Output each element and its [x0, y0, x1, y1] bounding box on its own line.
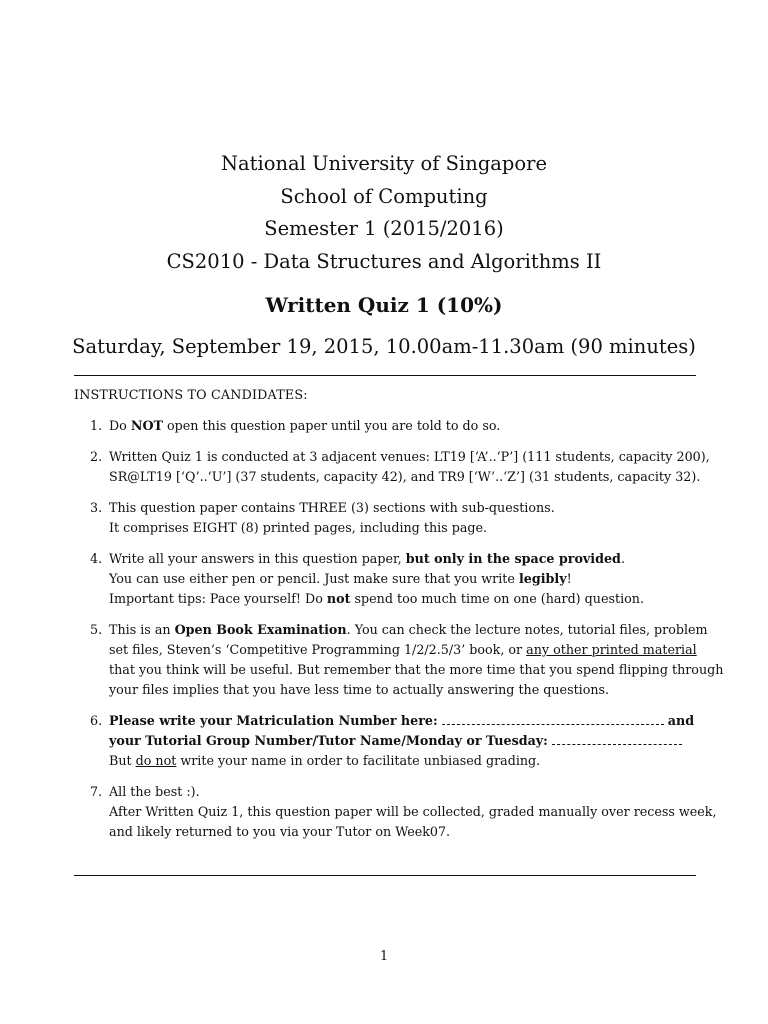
text: write your name in order to facilitate unbiased grading. — [176, 753, 541, 768]
tutorial-group-label: your Tutorial Group Number/Tutor Name/Monday or Tuesday: — [109, 733, 548, 748]
text: It comprises EIGHT (8) printed pages, including this page. — [109, 520, 488, 535]
tutorial-group-field[interactable] — [552, 731, 682, 745]
instructions-heading: INSTRUCTIONS TO CANDIDATES: — [74, 387, 308, 402]
underlined-text: any other printed material — [526, 642, 697, 657]
item-number: 6. — [90, 713, 103, 728]
emphasis: Open Book Examination — [174, 622, 347, 637]
school-name: School of Computing — [280, 184, 488, 208]
list-item — [74, 711, 696, 771]
matric-number-field[interactable] — [442, 711, 664, 725]
emphasis: NOT — [130, 418, 163, 433]
text: All the best :). — [109, 784, 200, 799]
list-item — [74, 416, 696, 436]
quiz-datetime: Saturday, September 19, 2015, 10.00am-11.30am (90 minutes) — [72, 335, 696, 358]
text: . You can check the lecture notes, tutorial files, problem — [346, 622, 708, 637]
semester: Semester 1 (2015/2016) — [264, 217, 504, 240]
list-item — [74, 498, 696, 538]
text: that you think will be useful. But remember that the more time that you spend flipping through — [109, 662, 724, 677]
text: open this question paper until you are told to do so. — [162, 418, 501, 433]
text: Written Quiz 1 is conducted at 3 adjacent venues: LT19 [‘A’..‘P’] (111 students, capacity 200), — [109, 449, 710, 464]
text: But — [109, 753, 136, 768]
text: After Written Quiz 1, this question paper will be collected, graded manually over recess week, — [109, 804, 717, 819]
instructions-list — [74, 416, 724, 853]
item-number: 2. — [90, 449, 103, 464]
item-number: 3. — [90, 500, 103, 515]
matric-label: Please write your Matriculation Number here: — [109, 713, 438, 728]
item-number: 4. — [90, 551, 103, 566]
text: spend too much time on one (hard) question. — [350, 591, 644, 606]
list-item — [74, 447, 710, 487]
university-name: National University of Singapore — [220, 152, 548, 175]
list-item — [74, 549, 696, 609]
text: ! — [566, 571, 572, 586]
page-number: 1 — [379, 948, 389, 963]
emphasis: legibly — [518, 571, 567, 586]
text: You can use either pen or pencil. Just make sure that you write — [109, 571, 519, 586]
list-item — [74, 620, 724, 700]
text: Important tips: Pace yourself! Do — [109, 591, 327, 606]
item-number: 7. — [90, 784, 103, 799]
text: This question paper contains THREE (3) sections with sub-questions. — [109, 500, 555, 515]
text: . — [620, 551, 625, 566]
text: This is an — [109, 622, 175, 637]
text: and likely returned to you via your Tutor on Week07. — [109, 824, 451, 839]
text: Do — [109, 418, 131, 433]
emphasis: but only in the space provided — [405, 551, 621, 566]
top-divider — [74, 375, 696, 376]
text: your files implies that you have less time to actually answering the questions. — [109, 682, 610, 697]
text: Write all your answers in this question paper, — [109, 551, 406, 566]
exam-header — [0, 148, 768, 361]
item-number: 5. — [90, 622, 103, 637]
emphasis: not — [326, 591, 351, 606]
quiz-title: Written Quiz 1 (10%) — [265, 293, 503, 317]
underlined-text: do not — [135, 753, 177, 768]
list-item — [74, 782, 717, 842]
text: SR@LT19 [‘Q’..‘U’] (37 students, capacity 42), and TR9 [‘W’..‘Z’] (31 students, capacity 32). — [109, 469, 701, 484]
text: set files, Steven’s ‘Competitive Programming 1/2/2.5/3’ book, or — [109, 642, 527, 657]
course-title: CS2010 - Data Structures and Algorithms II — [166, 249, 602, 273]
emphasis: and — [667, 713, 695, 728]
item-number: 1. — [90, 418, 103, 433]
bottom-divider — [74, 875, 696, 876]
